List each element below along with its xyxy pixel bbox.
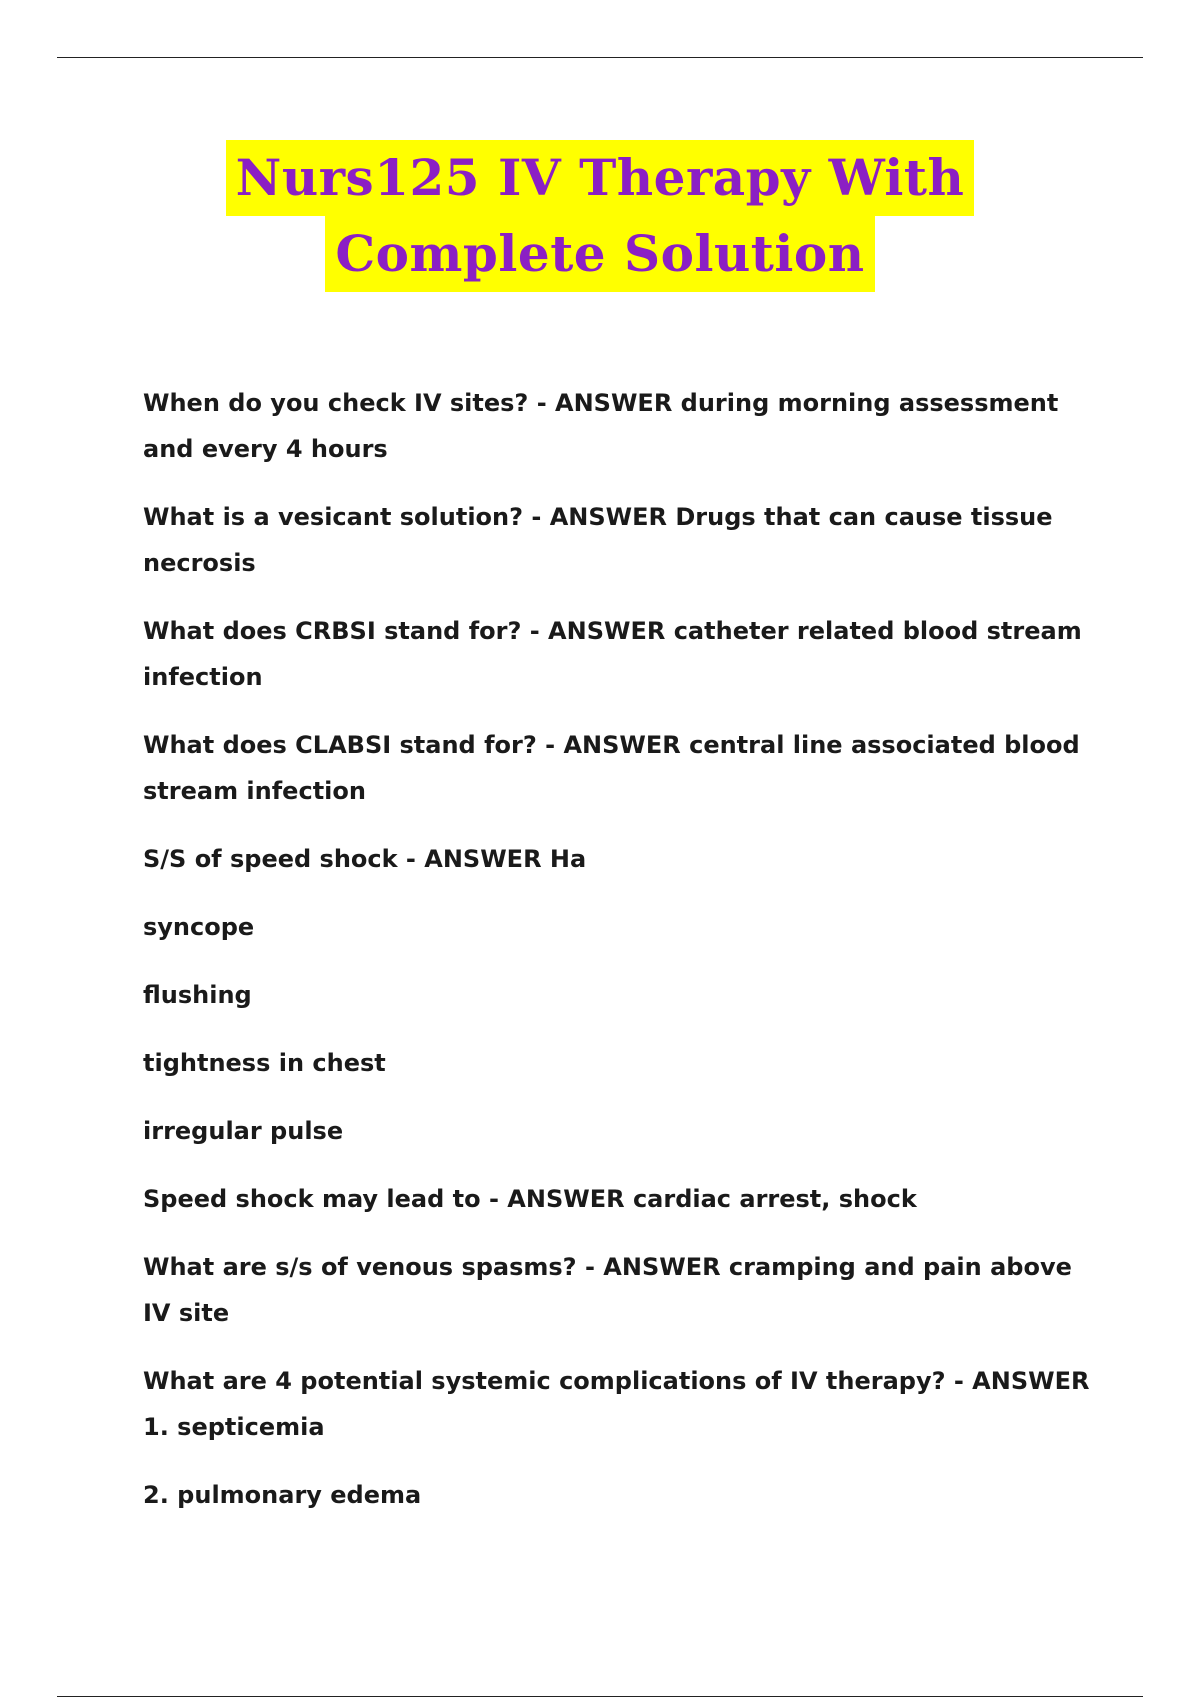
list-item: tightness in chest (143, 1049, 386, 1077)
bottom-rule (57, 1696, 1143, 1697)
qa-paragraph: What does CLABSI stand for? - ANSWER central line associated blood stream infection (143, 731, 1080, 805)
qa-paragraph: S/S of speed shock - ANSWER Ha (143, 845, 587, 873)
qa-paragraph: What are 4 potential systemic complications of IV therapy? - ANSWER 1. septicemia (143, 1367, 1090, 1441)
list-item: irregular pulse (143, 1117, 344, 1145)
list-item: syncope (143, 913, 255, 941)
top-rule (57, 57, 1143, 58)
qa-paragraph: What are s/s of venous spasms? - ANSWER cramping and pain above IV site (143, 1253, 1072, 1327)
qa-paragraph: What is a vesicant solution? - ANSWER Drugs that can cause tissue necrosis (143, 503, 1053, 577)
qa-paragraph: When do you check IV sites? - ANSWER during morning assessment and every 4 hours (143, 389, 1059, 463)
document-title (0, 140, 1200, 292)
title-line-1: Nurs125 IV Therapy With (226, 140, 975, 216)
qa-paragraph: Speed shock may lead to - ANSWER cardiac arrest, shock (143, 1185, 917, 1213)
title-line-2: Complete Solution (325, 216, 874, 292)
qa-content (143, 380, 1093, 1540)
list-item: 2. pulmonary edema (143, 1481, 422, 1509)
qa-paragraph: What does CRBSI stand for? - ANSWER catheter related blood stream infection (143, 617, 1082, 691)
list-item: flushing (143, 981, 252, 1009)
